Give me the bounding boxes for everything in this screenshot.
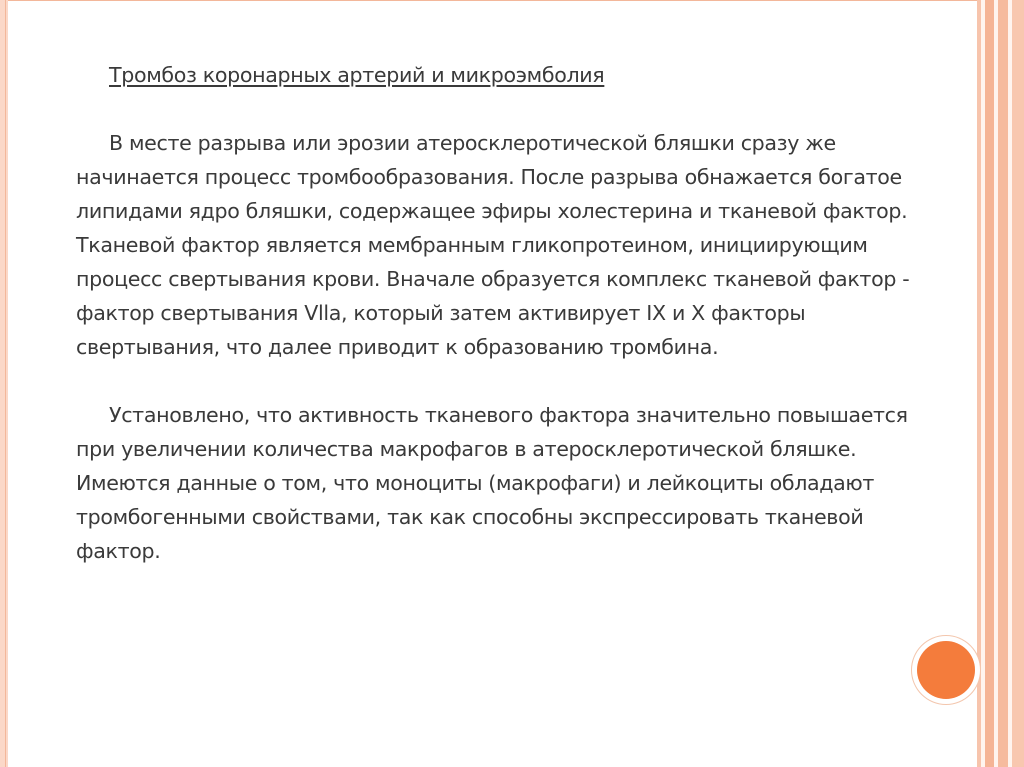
slide-title: Тромбоз коронарных артерий и микроэмболия — [109, 63, 605, 87]
left-border-decoration — [0, 0, 8, 767]
orange-circle-decoration — [917, 641, 975, 699]
left-border-line — [5, 0, 6, 767]
stripe — [985, 0, 994, 767]
top-border-line — [8, 0, 978, 1]
spacer — [76, 92, 956, 126]
right-stripes-decoration — [977, 0, 1024, 767]
paragraph-thrombosis: В месте разрыва или эрозии атеросклеротической бляшки сразу же начинается процесс тромбообразования. После разрыва обнажается богатое липидами ядро бляшки, содержащее эфиры холестерина и тканевой фактор. Тканевой фактор является мембранным гликопротеином, инициирующим процесс свертывания крови. Вначале образуется комплекс тканевой фактор - фактор свертывания Vlla, который затем активирует IX и X факторы свертывания, что далее приводит к образованию тромбина. — [76, 131, 910, 359]
paragraph-tissue-factor: Установлено, что активность тканевого фактора значительно повышается при увеличении количества макрофагов в атеросклеротической бляшке. Имеются данные о том, что моноциты (макрофаги) и лейкоциты обладают тромбогенными свойствами, так как способны экспрессировать тканевой фактор. — [76, 403, 908, 563]
stripe — [1012, 0, 1024, 767]
stripe — [998, 0, 1008, 767]
slide-content — [76, 58, 956, 568]
spacer — [76, 364, 956, 398]
